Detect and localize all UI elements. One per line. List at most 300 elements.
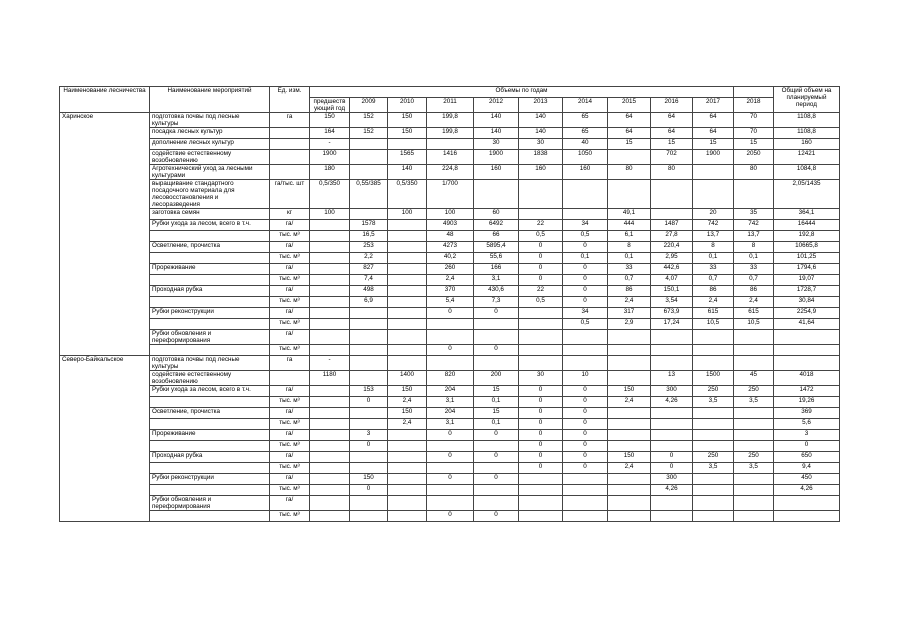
value-cell: 86 bbox=[734, 286, 774, 297]
value-cell: 55,6 bbox=[474, 253, 519, 264]
value-cell bbox=[350, 319, 388, 330]
unit-cell bbox=[270, 139, 310, 150]
activity-cell: Осветление, прочистка bbox=[150, 242, 270, 253]
unit-cell: га/ bbox=[270, 286, 310, 297]
value-cell: 2,4 bbox=[388, 419, 427, 430]
value-cell: 0,1 bbox=[474, 397, 519, 408]
value-cell: 1500 bbox=[693, 371, 734, 386]
value-cell bbox=[310, 386, 350, 397]
value-cell bbox=[310, 275, 350, 286]
value-cell: 166 bbox=[474, 264, 519, 275]
value-cell: 2,4 bbox=[608, 297, 651, 308]
value-cell bbox=[388, 139, 427, 150]
value-cell: 827 bbox=[350, 264, 388, 275]
value-cell: 64 bbox=[608, 113, 651, 128]
value-cell bbox=[388, 253, 427, 264]
value-cell: 0 bbox=[474, 430, 519, 441]
value-cell: 3,1 bbox=[474, 275, 519, 286]
value-cell: 7,3 bbox=[474, 297, 519, 308]
value-cell bbox=[388, 242, 427, 253]
value-cell bbox=[388, 297, 427, 308]
forestry-plan-table bbox=[59, 86, 840, 522]
activity-cell bbox=[150, 419, 270, 430]
value-cell: 0 bbox=[427, 345, 474, 356]
value-cell bbox=[608, 356, 651, 371]
value-cell: 0 bbox=[474, 474, 519, 485]
table-row bbox=[60, 180, 840, 209]
unit-cell: тыс. м³ bbox=[270, 275, 310, 286]
value-cell: 0 bbox=[474, 452, 519, 463]
value-cell: 100 bbox=[427, 209, 474, 220]
table-row bbox=[60, 319, 840, 330]
unit-cell: га/ bbox=[270, 408, 310, 419]
value-cell bbox=[651, 419, 693, 430]
value-cell: 6,9 bbox=[350, 297, 388, 308]
value-cell: 0,1 bbox=[563, 253, 608, 264]
value-cell bbox=[519, 308, 563, 319]
activity-cell bbox=[150, 485, 270, 496]
value-cell: 65 bbox=[563, 128, 608, 139]
value-cell: 4903 bbox=[427, 220, 474, 231]
value-cell: 0 bbox=[563, 408, 608, 419]
value-cell bbox=[310, 231, 350, 242]
value-cell: 1900 bbox=[693, 150, 734, 165]
value-cell: 22 bbox=[519, 220, 563, 231]
value-cell: 22 bbox=[519, 286, 563, 297]
value-cell: 0 bbox=[427, 308, 474, 319]
value-cell: 0 bbox=[563, 242, 608, 253]
value-cell: 204 bbox=[427, 386, 474, 397]
value-cell bbox=[693, 485, 734, 496]
value-cell: 0 bbox=[474, 308, 519, 319]
total-cell: 1084,8 bbox=[774, 165, 840, 180]
value-cell: 27,8 bbox=[651, 231, 693, 242]
value-cell: 164 bbox=[310, 128, 350, 139]
value-cell bbox=[608, 496, 651, 511]
activity-cell: подготовка почвы под лесные культуры bbox=[150, 356, 270, 371]
unit-cell: га/ bbox=[270, 308, 310, 319]
value-cell: 7,4 bbox=[350, 275, 388, 286]
header-year: 2018 bbox=[734, 98, 774, 113]
value-cell: 0 bbox=[563, 430, 608, 441]
value-cell: - bbox=[310, 356, 350, 371]
activity-cell: Рубки ухода за лесом, всего в т.ч. bbox=[150, 386, 270, 397]
table-row bbox=[60, 308, 840, 319]
activity-cell: дополнение лесных культур bbox=[150, 139, 270, 150]
value-cell bbox=[651, 408, 693, 419]
value-cell bbox=[350, 511, 388, 522]
value-cell: 13,7 bbox=[693, 231, 734, 242]
value-cell: 35 bbox=[734, 209, 774, 220]
activity-cell: Рубки ухода за лесом, всего в т.ч. bbox=[150, 220, 270, 231]
value-cell bbox=[519, 356, 563, 371]
forestry-name: Северо-Байкальское bbox=[60, 356, 150, 522]
value-cell bbox=[474, 463, 519, 474]
unit-cell: тыс. м³ bbox=[270, 297, 310, 308]
value-cell bbox=[388, 474, 427, 485]
value-cell: 33 bbox=[693, 264, 734, 275]
value-cell bbox=[651, 441, 693, 452]
value-cell bbox=[651, 209, 693, 220]
value-cell bbox=[310, 485, 350, 496]
header-year: 2014 bbox=[563, 98, 608, 113]
unit-cell: тыс. м³ bbox=[270, 511, 310, 522]
value-cell bbox=[519, 485, 563, 496]
header-year: 2010 bbox=[388, 98, 427, 113]
activity-cell: Осветление, прочистка bbox=[150, 408, 270, 419]
value-cell: 1838 bbox=[519, 150, 563, 165]
value-cell: 2,9 bbox=[608, 319, 651, 330]
unit-cell bbox=[270, 150, 310, 165]
value-cell bbox=[388, 452, 427, 463]
header-year: 2016 bbox=[651, 98, 693, 113]
unit-cell: га/ bbox=[270, 330, 310, 345]
value-cell: 152 bbox=[350, 113, 388, 128]
value-cell: 0 bbox=[519, 264, 563, 275]
header-year: предшеств ующий год bbox=[310, 98, 350, 113]
value-cell: 430,6 bbox=[474, 286, 519, 297]
total-cell: 1794,6 bbox=[774, 264, 840, 275]
value-cell: 152 bbox=[350, 128, 388, 139]
value-cell: 33 bbox=[608, 264, 651, 275]
table-row bbox=[60, 330, 840, 345]
value-cell: 0 bbox=[651, 452, 693, 463]
table-row bbox=[60, 496, 840, 511]
value-cell bbox=[310, 419, 350, 430]
value-cell: 0,5/350 bbox=[388, 180, 427, 209]
value-cell: 5895,4 bbox=[474, 242, 519, 253]
value-cell: 15 bbox=[474, 386, 519, 397]
value-cell bbox=[474, 330, 519, 345]
value-cell bbox=[734, 474, 774, 485]
total-cell bbox=[774, 511, 840, 522]
total-cell: 16444 bbox=[774, 220, 840, 231]
total-cell: 41,64 bbox=[774, 319, 840, 330]
unit-cell: га/ bbox=[270, 242, 310, 253]
table-row bbox=[60, 165, 840, 180]
table-row bbox=[60, 452, 840, 463]
forestry-name: Харинское bbox=[60, 113, 150, 356]
value-cell: 0,5 bbox=[563, 319, 608, 330]
value-cell bbox=[563, 496, 608, 511]
value-cell: 4,07 bbox=[651, 275, 693, 286]
header-activity: Наименование мероприятий bbox=[150, 87, 270, 113]
value-cell: 0,5 bbox=[519, 297, 563, 308]
activity-cell bbox=[150, 231, 270, 242]
header-year: 2009 bbox=[350, 98, 388, 113]
value-cell: 140 bbox=[519, 128, 563, 139]
value-cell: 0,7 bbox=[693, 275, 734, 286]
activity-cell bbox=[150, 319, 270, 330]
header-unit: Ед. изм. bbox=[270, 87, 310, 113]
total-cell: 2254,9 bbox=[774, 308, 840, 319]
table-row bbox=[60, 441, 840, 452]
unit-cell: га/ bbox=[270, 474, 310, 485]
total-cell: 1108,8 bbox=[774, 128, 840, 139]
value-cell bbox=[608, 474, 651, 485]
value-cell bbox=[388, 264, 427, 275]
activity-cell bbox=[150, 275, 270, 286]
value-cell: 0 bbox=[519, 242, 563, 253]
value-cell: 34 bbox=[563, 308, 608, 319]
value-cell bbox=[734, 430, 774, 441]
value-cell bbox=[563, 474, 608, 485]
value-cell: 0,5/350 bbox=[310, 180, 350, 209]
table-row bbox=[60, 485, 840, 496]
value-cell bbox=[427, 330, 474, 345]
value-cell bbox=[310, 308, 350, 319]
value-cell bbox=[310, 430, 350, 441]
value-cell bbox=[608, 485, 651, 496]
value-cell: 17,24 bbox=[651, 319, 693, 330]
value-cell bbox=[427, 496, 474, 511]
value-cell: 80 bbox=[608, 165, 651, 180]
value-cell: 370 bbox=[427, 286, 474, 297]
value-cell: 64 bbox=[608, 128, 651, 139]
value-cell: 45 bbox=[734, 371, 774, 386]
value-cell: 2,4 bbox=[608, 463, 651, 474]
unit-cell bbox=[270, 128, 310, 139]
value-cell bbox=[350, 345, 388, 356]
value-cell bbox=[734, 408, 774, 419]
value-cell bbox=[693, 441, 734, 452]
value-cell bbox=[734, 496, 774, 511]
value-cell: 0 bbox=[563, 463, 608, 474]
value-cell: 0 bbox=[427, 430, 474, 441]
value-cell: 1400 bbox=[388, 371, 427, 386]
unit-cell bbox=[270, 165, 310, 180]
value-cell bbox=[388, 356, 427, 371]
table-row bbox=[60, 371, 840, 386]
value-cell: 80 bbox=[651, 165, 693, 180]
value-cell bbox=[693, 165, 734, 180]
value-cell bbox=[608, 371, 651, 386]
table-row bbox=[60, 231, 840, 242]
value-cell bbox=[693, 419, 734, 430]
value-cell: 0 bbox=[651, 463, 693, 474]
total-cell: 10665,8 bbox=[774, 242, 840, 253]
value-cell: 20 bbox=[693, 209, 734, 220]
value-cell: 6,1 bbox=[608, 231, 651, 242]
value-cell: 0 bbox=[474, 345, 519, 356]
value-cell bbox=[388, 330, 427, 345]
table-row bbox=[60, 511, 840, 522]
activity-cell bbox=[150, 397, 270, 408]
value-cell bbox=[350, 165, 388, 180]
value-cell: 0,5 bbox=[519, 231, 563, 242]
table-row bbox=[60, 264, 840, 275]
total-cell: 101,25 bbox=[774, 253, 840, 264]
value-cell bbox=[651, 180, 693, 209]
value-cell bbox=[651, 330, 693, 345]
value-cell bbox=[734, 356, 774, 371]
value-cell bbox=[693, 496, 734, 511]
value-cell: 498 bbox=[350, 286, 388, 297]
unit-cell: тыс. м³ bbox=[270, 345, 310, 356]
value-cell: 0 bbox=[519, 408, 563, 419]
value-cell: 0 bbox=[519, 253, 563, 264]
value-cell bbox=[350, 496, 388, 511]
value-cell bbox=[388, 430, 427, 441]
value-cell: 3,54 bbox=[651, 297, 693, 308]
value-cell: 80 bbox=[734, 165, 774, 180]
unit-cell: тыс. м³ bbox=[270, 397, 310, 408]
value-cell: 70 bbox=[734, 113, 774, 128]
value-cell: 0,1 bbox=[608, 253, 651, 264]
activity-cell bbox=[150, 345, 270, 356]
value-cell: 0 bbox=[563, 441, 608, 452]
header-volumes: Объемы по годам bbox=[310, 87, 734, 98]
table-row bbox=[60, 419, 840, 430]
value-cell: 150 bbox=[388, 128, 427, 139]
value-cell: 100 bbox=[388, 209, 427, 220]
value-cell bbox=[608, 180, 651, 209]
value-cell: 0 bbox=[519, 386, 563, 397]
value-cell bbox=[734, 511, 774, 522]
value-cell bbox=[350, 371, 388, 386]
header-year: 2017 bbox=[693, 98, 734, 113]
value-cell bbox=[563, 485, 608, 496]
activity-cell: посадка лесных культур bbox=[150, 128, 270, 139]
value-cell: 0 bbox=[519, 430, 563, 441]
value-cell bbox=[388, 231, 427, 242]
value-cell: 2,4 bbox=[693, 297, 734, 308]
table-row bbox=[60, 345, 840, 356]
value-cell bbox=[350, 330, 388, 345]
value-cell: 150,1 bbox=[651, 286, 693, 297]
table-row bbox=[60, 397, 840, 408]
value-cell: 199,8 bbox=[427, 113, 474, 128]
unit-cell: га/ bbox=[270, 220, 310, 231]
value-cell bbox=[608, 408, 651, 419]
table-row bbox=[60, 297, 840, 308]
value-cell: 140 bbox=[388, 165, 427, 180]
value-cell bbox=[608, 330, 651, 345]
value-cell: 65 bbox=[563, 113, 608, 128]
value-cell: 317 bbox=[608, 308, 651, 319]
value-cell: 250 bbox=[693, 386, 734, 397]
table-row bbox=[60, 408, 840, 419]
table-row bbox=[60, 150, 840, 165]
value-cell: 2,2 bbox=[350, 253, 388, 264]
table-row bbox=[60, 474, 840, 485]
activity-cell: выращивание стандартного посадочного материала для лесовосстановления и лесоразведения bbox=[150, 180, 270, 209]
value-cell: 0 bbox=[563, 286, 608, 297]
value-cell: 140 bbox=[474, 128, 519, 139]
value-cell: 49,1 bbox=[608, 209, 651, 220]
value-cell bbox=[474, 485, 519, 496]
value-cell bbox=[563, 356, 608, 371]
value-cell: 199,8 bbox=[427, 128, 474, 139]
value-cell: 10,5 bbox=[693, 319, 734, 330]
total-cell: 369 bbox=[774, 408, 840, 419]
value-cell: 10 bbox=[563, 371, 608, 386]
value-cell: 150 bbox=[388, 113, 427, 128]
activity-cell bbox=[150, 297, 270, 308]
total-cell bbox=[774, 356, 840, 371]
value-cell: 13 bbox=[651, 371, 693, 386]
table-row bbox=[60, 253, 840, 264]
total-cell: 9,4 bbox=[774, 463, 840, 474]
value-cell: 0 bbox=[519, 463, 563, 474]
value-cell bbox=[734, 345, 774, 356]
value-cell: 1900 bbox=[474, 150, 519, 165]
value-cell bbox=[388, 496, 427, 511]
activity-cell: Проходная рубка bbox=[150, 452, 270, 463]
value-cell: 820 bbox=[427, 371, 474, 386]
value-cell bbox=[734, 330, 774, 345]
total-cell: 1472 bbox=[774, 386, 840, 397]
value-cell: 5,4 bbox=[427, 297, 474, 308]
value-cell bbox=[388, 463, 427, 474]
value-cell: 1487 bbox=[651, 220, 693, 231]
header-year: 2012 bbox=[474, 98, 519, 113]
value-cell: 66 bbox=[474, 231, 519, 242]
value-cell: 0 bbox=[350, 441, 388, 452]
header-total: Общий объем на планируемый период bbox=[774, 87, 840, 113]
value-cell: - bbox=[310, 139, 350, 150]
value-cell bbox=[693, 330, 734, 345]
value-cell: 0 bbox=[563, 386, 608, 397]
unit-cell: тыс. м³ bbox=[270, 485, 310, 496]
value-cell: 1578 bbox=[350, 220, 388, 231]
table-row bbox=[60, 242, 840, 253]
value-cell bbox=[427, 441, 474, 452]
value-cell: 15 bbox=[474, 408, 519, 419]
value-cell bbox=[310, 452, 350, 463]
value-cell: 204 bbox=[427, 408, 474, 419]
value-cell bbox=[427, 319, 474, 330]
value-cell: 4273 bbox=[427, 242, 474, 253]
value-cell: 0 bbox=[563, 452, 608, 463]
value-cell: 160 bbox=[563, 165, 608, 180]
total-cell: 1728,7 bbox=[774, 286, 840, 297]
value-cell bbox=[427, 139, 474, 150]
unit-cell: тыс. м³ bbox=[270, 319, 310, 330]
activity-cell: подготовка почвы под лесные культуры bbox=[150, 113, 270, 128]
value-cell bbox=[519, 345, 563, 356]
activity-cell: содействие естественному возобновлению bbox=[150, 150, 270, 165]
value-cell: 224,8 bbox=[427, 165, 474, 180]
value-cell bbox=[519, 511, 563, 522]
value-cell bbox=[474, 319, 519, 330]
value-cell bbox=[563, 180, 608, 209]
activity-cell bbox=[150, 511, 270, 522]
value-cell bbox=[350, 308, 388, 319]
value-cell: 15 bbox=[608, 139, 651, 150]
value-cell bbox=[608, 430, 651, 441]
value-cell: 180 bbox=[310, 165, 350, 180]
activity-cell bbox=[150, 253, 270, 264]
value-cell: 250 bbox=[693, 452, 734, 463]
value-cell: 0 bbox=[563, 275, 608, 286]
activity-cell: Рубки реконструкции bbox=[150, 474, 270, 485]
value-cell: 0,1 bbox=[474, 419, 519, 430]
value-cell: 40,2 bbox=[427, 253, 474, 264]
activity-cell: Рубки реконструкции bbox=[150, 308, 270, 319]
value-cell bbox=[350, 150, 388, 165]
header-year: 2015 bbox=[608, 98, 651, 113]
value-cell bbox=[519, 330, 563, 345]
value-cell bbox=[474, 496, 519, 511]
value-cell bbox=[350, 209, 388, 220]
header-blank bbox=[734, 87, 774, 98]
value-cell bbox=[427, 485, 474, 496]
value-cell: 200 bbox=[474, 371, 519, 386]
value-cell bbox=[693, 345, 734, 356]
value-cell bbox=[608, 345, 651, 356]
value-cell: 0,55/385 bbox=[350, 180, 388, 209]
